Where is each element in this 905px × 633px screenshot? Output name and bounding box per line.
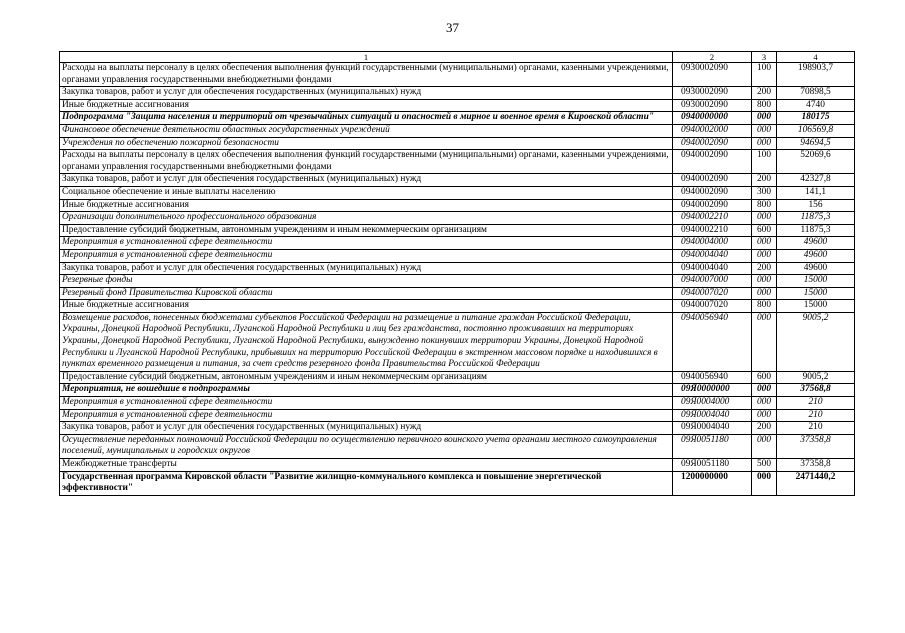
row-code-cell: 0940002090 [673,186,752,199]
table-row [60,397,855,410]
row-type-cell: 000 [752,434,777,458]
row-amount-cell: 42327,8 [777,174,855,187]
row-type-cell: 200 [752,87,777,100]
table-row [60,212,855,225]
row-amount-cell: 11875,3 [777,224,855,237]
row-type-cell: 000 [752,287,777,300]
row-type-cell: 500 [752,459,777,472]
row-code-cell: 0940002090 [673,199,752,212]
row-code-cell: 09Я0000000 [673,384,752,397]
row-code-cell: 0940056940 [673,312,752,371]
table-row [60,384,855,397]
row-amount-cell: 106569,8 [777,124,855,137]
row-amount-cell: 141,1 [777,186,855,199]
row-name-cell: Межбюджетные трансферты [60,459,673,472]
header-col-2: 2 [673,52,752,63]
row-type-cell: 600 [752,224,777,237]
row-name-cell: Закупка товаров, работ и услуг для обеспечения государственных (муниципальных) нужд [60,262,673,275]
row-name-cell: Предоставление субсидий бюджетным, автономным учреждениям и иным некоммерческим организациям [60,371,673,384]
row-code-cell: 09Я0004040 [673,409,752,422]
row-type-cell: 000 [752,249,777,262]
row-amount-cell: 15000 [777,300,855,313]
row-name-cell: Возмещение расходов, понесенных бюджетами субъектов Российской Федерации на размещение и питание граждан Российской Федерации, Украины, Донецкой Народной Республики, Луганской Народной Республики и лиц без гражданства, постоянно проживавших на территориях Украины, Донецкой Народной Республики, Луганской Народной Республики, вынужденно покинувших территории Украины, Донецкой Народной Республики и Луганской Народной Республики, прибывших на территорию Российской Федерации в экстренном массовом порядке и находившихся в пунктах временного размещения и питания, за счет средств резервного фонда Правительства Российской Федерации [60,312,673,371]
row-code-cell: 0940004040 [673,249,752,262]
row-code-cell: 0930002090 [673,87,752,100]
table-row [60,409,855,422]
row-type-cell: 000 [752,312,777,371]
row-type-cell: 800 [752,199,777,212]
table-row [60,300,855,313]
table-row [60,312,855,371]
row-name-cell: Мероприятия, не вошедшие в подпрограммы [60,384,673,397]
row-amount-cell: 15000 [777,275,855,288]
row-code-cell: 0940002090 [673,150,752,174]
row-type-cell: 000 [752,137,777,150]
row-code-cell: 0940002000 [673,124,752,137]
row-code-cell: 0940004040 [673,262,752,275]
row-type-cell: 200 [752,174,777,187]
row-name-cell: Закупка товаров, работ и услуг для обеспечения государственных (муниципальных) нужд [60,422,673,435]
row-type-cell: 000 [752,212,777,225]
row-code-cell: 09Я0004000 [673,397,752,410]
row-code-cell: 0940002210 [673,224,752,237]
row-name-cell: Подпрограмма "Защита населения и территорий от чрезвычайных ситуаций и опасностей в мирное и военное время в Кировской области" [60,112,673,125]
row-name-cell: Социальное обеспечение и иные выплаты населению [60,186,673,199]
table-row [60,224,855,237]
table-header-row [60,52,855,63]
table-row [60,459,855,472]
row-code-cell: 0940002090 [673,174,752,187]
table-row [60,137,855,150]
table-row [60,124,855,137]
header-col-3: 3 [752,52,777,63]
table-row [60,237,855,250]
row-amount-cell: 52069,6 [777,150,855,174]
table-row [60,199,855,212]
row-code-cell: 0930002090 [673,63,752,87]
row-code-cell: 09Я0004040 [673,422,752,435]
row-name-cell: Расходы на выплаты персоналу в целях обеспечения выполнения функций государственными (муниципальными) органами, казенными учреждениями, органами управления государственными внебюджетными фондами [60,63,673,87]
row-amount-cell: 11875,3 [777,212,855,225]
row-amount-cell: 49600 [777,262,855,275]
row-name-cell: Государственная программа Кировской области "Развитие жилищно-коммунального комплекса и повышение энергетической эффективности" [60,471,673,495]
row-amount-cell: 37358,8 [777,434,855,458]
row-type-cell: 600 [752,371,777,384]
row-amount-cell: 49600 [777,237,855,250]
row-type-cell: 000 [752,275,777,288]
header-col-4: 4 [777,52,855,63]
row-type-cell: 000 [752,124,777,137]
row-amount-cell: 156 [777,199,855,212]
row-type-cell: 800 [752,300,777,313]
row-code-cell: 1200000000 [673,471,752,495]
row-name-cell: Закупка товаров, работ и услуг для обеспечения государственных (муниципальных) нужд [60,87,673,100]
row-type-cell: 100 [752,150,777,174]
table-row [60,87,855,100]
row-type-cell: 000 [752,112,777,125]
row-name-cell: Учреждения по обеспечению пожарной безопасности [60,137,673,150]
row-name-cell: Иные бюджетные ассигнования [60,300,673,313]
budget-table-body [60,52,855,496]
table-row [60,434,855,458]
row-name-cell: Осуществление переданных полномочий Российской Федерации по осуществлению первичного воинского учета органами местного самоуправления поселений, муниципальных и городских округов [60,434,673,458]
row-amount-cell: 198903,7 [777,63,855,87]
row-name-cell: Финансовое обеспечение деятельности областных государственных учреждений [60,124,673,137]
row-name-cell: Мероприятия в установленной сфере деятельности [60,249,673,262]
row-name-cell: Мероприятия в установленной сфере деятельности [60,237,673,250]
row-code-cell: 0940056940 [673,371,752,384]
row-type-cell: 000 [752,471,777,495]
row-type-cell: 200 [752,262,777,275]
table-row [60,150,855,174]
row-amount-cell: 2471440,2 [777,471,855,495]
row-type-cell: 000 [752,384,777,397]
row-type-cell: 000 [752,237,777,250]
row-type-cell: 200 [752,422,777,435]
row-code-cell: 0940002210 [673,212,752,225]
row-type-cell: 800 [752,99,777,112]
row-name-cell: Мероприятия в установленной сфере деятельности [60,397,673,410]
row-name-cell: Иные бюджетные ассигнования [60,99,673,112]
table-row [60,422,855,435]
row-amount-cell: 210 [777,397,855,410]
row-type-cell: 300 [752,186,777,199]
row-amount-cell: 37568,8 [777,384,855,397]
row-code-cell: 09Я0051180 [673,459,752,472]
header-col-1: 1 [60,52,673,63]
row-name-cell: Расходы на выплаты персоналу в целях обеспечения выполнения функций государственными (муниципальными) органами, казенными учреждениями, органами управления государственными внебюджетными фондами [60,150,673,174]
table-row [60,471,855,495]
row-amount-cell: 210 [777,422,855,435]
table-row [60,287,855,300]
page-number: 37 [446,20,459,35]
row-name-cell: Организации дополнительного профессионального образования [60,212,673,225]
table-row [60,99,855,112]
row-amount-cell: 15000 [777,287,855,300]
row-type-cell: 000 [752,397,777,410]
row-name-cell: Закупка товаров, работ и услуг для обеспечения государственных (муниципальных) нужд [60,174,673,187]
row-amount-cell: 94694,5 [777,137,855,150]
table-row [60,186,855,199]
table-row [60,174,855,187]
row-type-cell: 000 [752,409,777,422]
row-name-cell: Мероприятия в установленной сфере деятельности [60,409,673,422]
row-code-cell: 0940007000 [673,275,752,288]
table-row [60,249,855,262]
row-code-cell: 0940002090 [673,137,752,150]
row-code-cell: 0930002090 [673,99,752,112]
row-amount-cell: 4740 [777,99,855,112]
row-name-cell: Предоставление субсидий бюджетным, автономным учреждениям и иным некоммерческим организациям [60,224,673,237]
row-amount-cell: 210 [777,409,855,422]
row-amount-cell: 70898,5 [777,87,855,100]
table-row [60,112,855,125]
row-code-cell: 0940007020 [673,287,752,300]
row-code-cell: 0940004000 [673,237,752,250]
row-amount-cell: 180175 [777,112,855,125]
row-code-cell: 09Я0051180 [673,434,752,458]
budget-table [59,51,855,496]
row-name-cell: Резервный фонд Правительства Кировской области [60,287,673,300]
row-code-cell: 0940007020 [673,300,752,313]
row-code-cell: 0940000000 [673,112,752,125]
table-row [60,63,855,87]
table-row [60,275,855,288]
row-type-cell: 100 [752,63,777,87]
row-name-cell: Иные бюджетные ассигнования [60,199,673,212]
row-amount-cell: 37358,8 [777,459,855,472]
table-row [60,262,855,275]
row-amount-cell: 9005,2 [777,312,855,371]
row-amount-cell: 9005,2 [777,371,855,384]
table-row [60,371,855,384]
row-amount-cell: 49600 [777,249,855,262]
row-name-cell: Резервные фонды [60,275,673,288]
